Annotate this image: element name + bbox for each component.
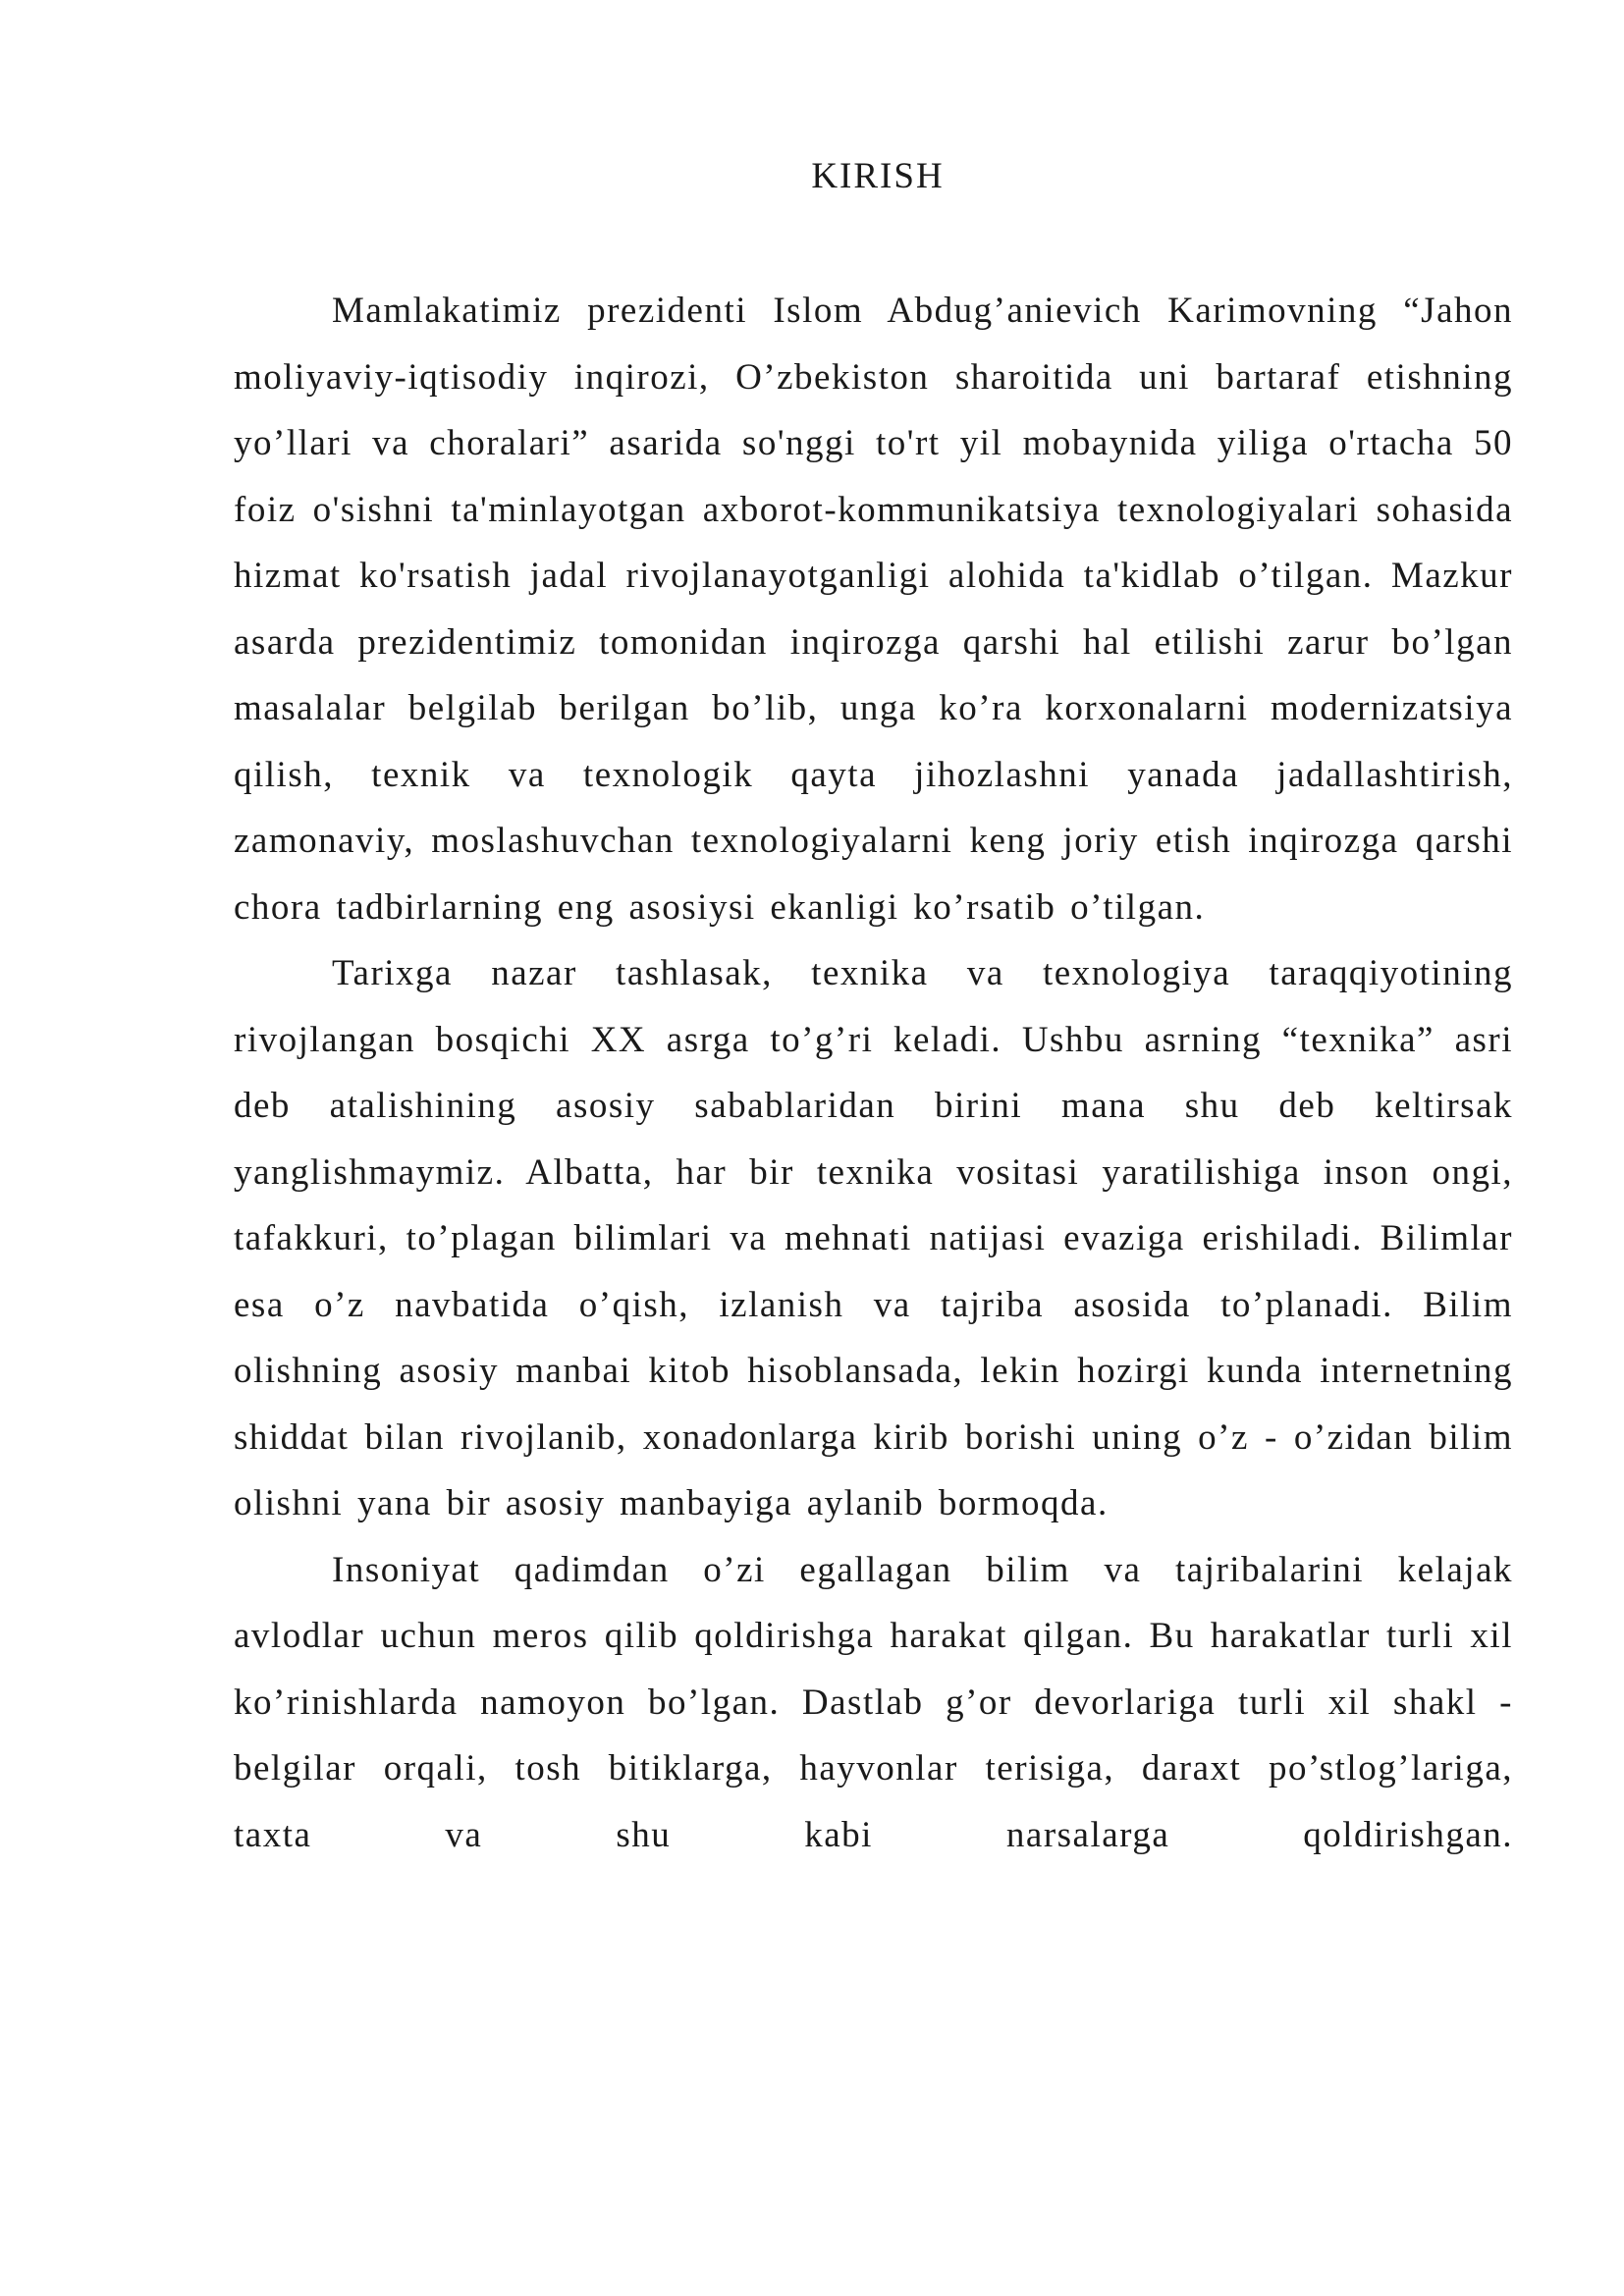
paragraph-2: Tarixga nazar tashlasak, texnika va texnologiya taraqqiyotining rivojlangan bosqichi XX asrga to’g’ri keladi. Ushbu asrning “texnika” asri deb atalishining asosiy sabablaridan birini mana shu deb keltirsak yanglishmaymiz. Albatta, har bir texnika vositasi yaratilishiga inson ongi, tafakkuri, to’plagan bilimlari va mehnati natijasi evaziga erishiladi. Bilimlar esa o’z navbatida o’qish, izlanish va tajriba asosida to’planadi. Bilim olishning asosiy manbai kitob hisoblansada, lekin hozirgi kunda internetning shiddat bilan rivojlanib, xonadonlarga kirib borishi uning o’z - o’zidan bilim olishni yana bir asosiy manbayiga aylanib bormoqda. (234, 953, 1513, 1523)
document-body (234, 278, 1513, 1868)
paragraph-3: Insoniyat qadimdan o’zi egallagan bilim va tajribalarini kelajak avlodlar uchun meros qilib qoldirishga harakat qilgan. Bu harakatlar turli xil ko’rinishlarda namoyon bo’lgan. Dastlab g’or devorlariga turli xil shakl - belgilar orqali, tosh bitiklarga, hayvonlar terisiga, daraxt po’stlog’lariga, taxta va shu kabi narsalarga qoldirishgan. (234, 1549, 1513, 1855)
page-title: KIRISH (811, 156, 945, 196)
paragraph-1: Mamlakatimiz prezidenti Islom Abdug’anievich Karimovning “Jahon moliyaviy-iqtisodiy inqirozi, O’zbekiston sharoitida uni bartaraf etishning yo’llari va choralari” asarida so'nggi to'rt yil mobaynida yiliga o'rtacha 50 foiz o'sishni ta'minlayotgan axborot-kommunikatsiya texnologiyalari sohasida hizmat ko'rsatish jadal rivojlanayotganligi alohida ta'kidlab o’tilgan. Mazkur asarda prezidentimiz tomonidan inqirozga qarshi hal etilishi zarur bo’lgan masalalar belgilab berilgan bo’lib, unga ko’ra korxonalarni modernizatsiya qilish, texnik va texnologik qayta jihozlashni yanada jadallashtirish, zamonaviy, moslashuvchan texnologiyalarni keng joriy etish inqirozga qarshi chora tadbirlarning eng asosiysi ekanligi ko’rsatib o’tilgan. (234, 291, 1513, 928)
